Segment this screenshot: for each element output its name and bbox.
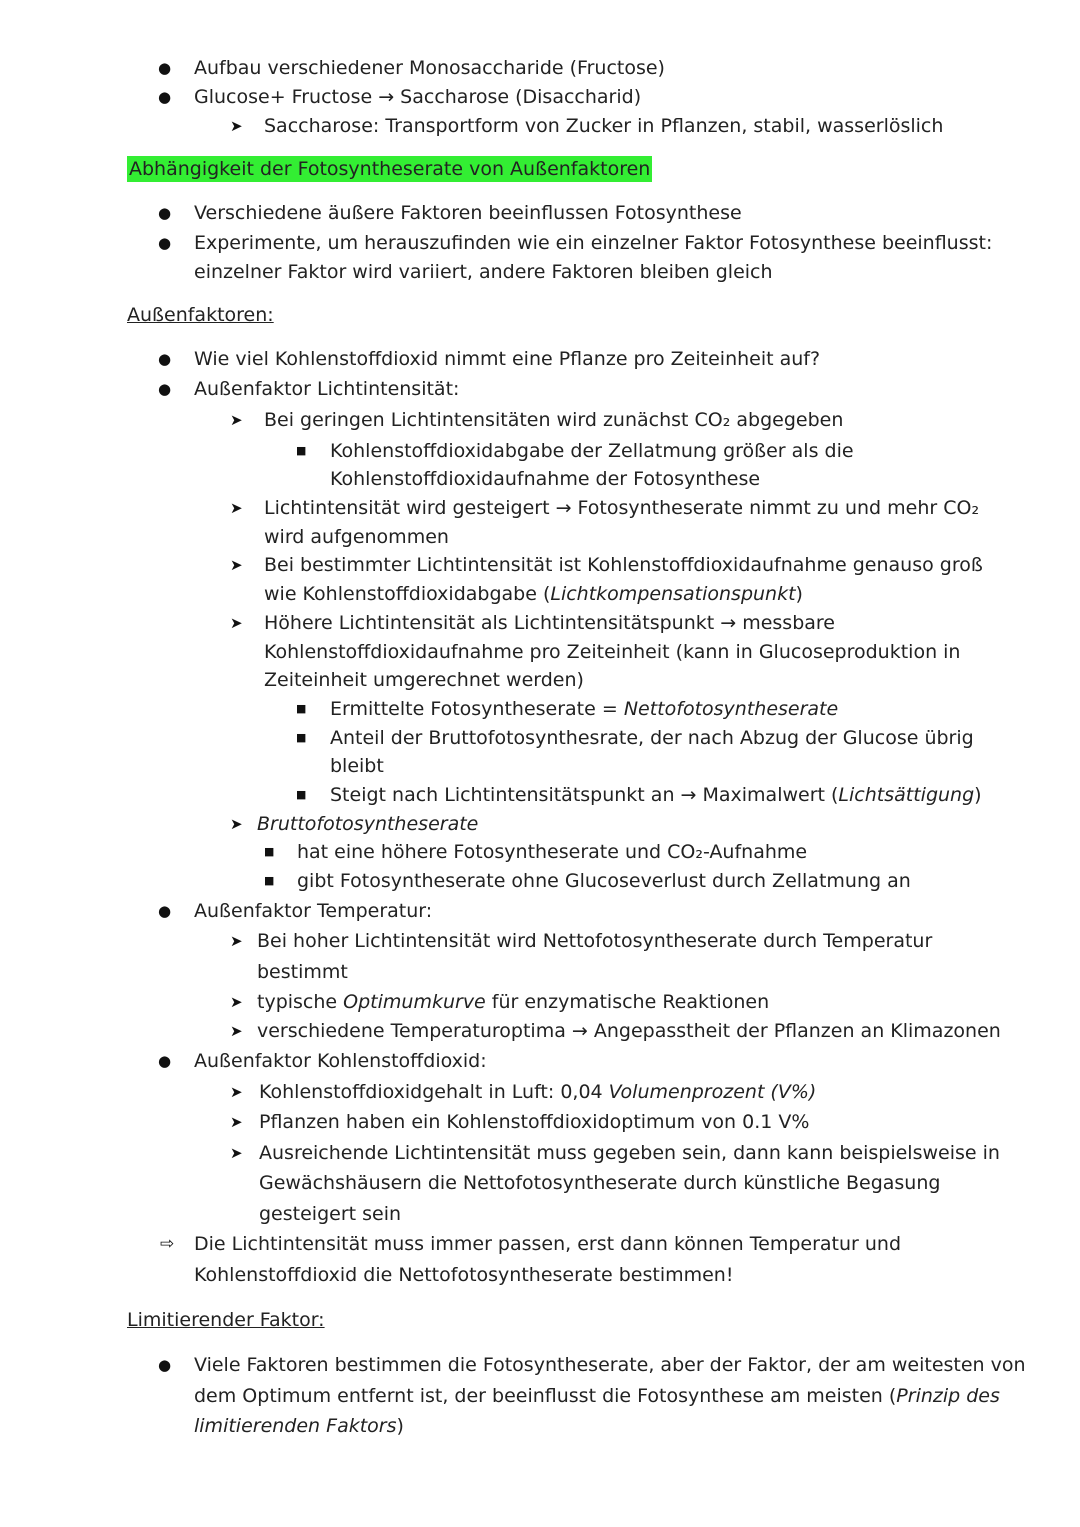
list-item-continued: limitierenden Faktors): [194, 1415, 404, 1437]
list-item: hat eine höhere Fotosyntheserate und CO₂-Aufnahme: [297, 841, 808, 863]
list-item-light: Außenfaktor Lichtintensität:: [194, 378, 460, 400]
arrow-bullet-icon: ➤: [230, 556, 243, 574]
list-item-brutto: Bruttofotosyntheserate: [257, 813, 479, 835]
list-item: Viele Faktoren bestimmen die Fotosyntheserate, aber der Faktor, der am weitesten von: [194, 1354, 1026, 1376]
list-item: Saccharose: Transportform von Zucker in Pflanzen, stabil, wasserlöslich: [264, 115, 944, 137]
arrow-bullet-icon: ➤: [230, 614, 243, 632]
arrow-bullet-icon: ➤: [230, 117, 243, 135]
list-item: Ermittelte Fotosyntheserate = Nettofotosyntheserate: [330, 698, 839, 720]
list-item-co2: Außenfaktor Kohlenstoffdioxid:: [194, 1050, 487, 1072]
list-item: Steigt nach Lichtintensitätspunkt an → Maximalwert (Lichtsättigung): [330, 784, 982, 806]
arrow-bullet-icon: ➤: [230, 1113, 243, 1131]
list-item: Ausreichende Lichtintensität muss gegeben sein, dann kann beispielsweise in: [259, 1142, 1000, 1164]
arrow-bullet-icon: ➤: [230, 1083, 243, 1101]
list-item: Experimente, um herauszufinden wie ein einzelner Faktor Fotosynthese beeinflusst:: [194, 232, 993, 254]
list-item: Lichtintensität wird gesteigert → Fotosyntheserate nimmt zu und mehr CO₂: [264, 497, 980, 519]
conclusion-line: Kohlenstoffdioxid die Nettofotosyntheserate bestimmen!: [194, 1264, 734, 1286]
list-item: Wie viel Kohlenstoffdioxid nimmt eine Pflanze pro Zeiteinheit auf?: [194, 348, 821, 370]
square-bullet-icon: ■: [264, 845, 275, 858]
list-item-continued: Gewächshäusern die Nettofotosyntheserate durch künstliche Begasung: [259, 1172, 941, 1194]
section-heading-aussenfaktoren: Außenfaktoren:: [127, 304, 274, 326]
arrow-bullet-icon: ➤: [230, 499, 243, 517]
list-item-temperature: Außenfaktor Temperatur:: [194, 900, 433, 922]
list-item: Höhere Lichtintensität als Lichtintensitätspunkt → messbare: [264, 612, 835, 634]
square-bullet-icon: ■: [296, 788, 307, 801]
arrow-bullet-icon: ➤: [230, 411, 243, 429]
list-item: typische Optimumkurve für enzymatische Reaktionen: [257, 991, 770, 1013]
bullet-icon: ●: [158, 902, 172, 920]
arrow-bullet-icon: ➤: [230, 1144, 243, 1162]
list-item-continued: gesteigert sein: [259, 1203, 402, 1225]
list-item-continued: bestimmt: [257, 961, 348, 983]
list-item-continued: Kohlenstoffdioxidaufnahme pro Zeiteinheit (kann in Glucoseproduktion in: [264, 641, 961, 663]
hollow-arrow-icon: ⇨: [160, 1234, 175, 1254]
list-item: Kohlenstoffdioxidgehalt in Luft: 0,04 Volumenprozent (V%): [259, 1081, 817, 1103]
list-item: Kohlenstoffdioxidabgabe der Zellatmung größer als die: [330, 440, 854, 462]
list-item: Bei geringen Lichtintensitäten wird zunächst CO₂ abgegeben: [264, 409, 844, 431]
list-item-continued: bleibt: [330, 755, 384, 777]
bullet-icon: ●: [158, 380, 172, 398]
list-item: Anteil der Bruttofotosynthesrate, der nach Abzug der Glucose übrig: [330, 727, 974, 749]
list-item: gibt Fotosyntheserate ohne Glucoseverlust durch Zellatmung an: [297, 870, 911, 892]
bullet-icon: ●: [158, 204, 172, 222]
arrow-bullet-icon: ➤: [230, 993, 243, 1011]
list-item-continued: wird aufgenommen: [264, 526, 449, 548]
list-item: Aufbau verschiedener Monosaccharide (Fructose): [194, 57, 665, 79]
bullet-icon: ●: [158, 1356, 172, 1374]
arrow-bullet-icon: ➤: [230, 1022, 243, 1040]
square-bullet-icon: ■: [296, 702, 307, 715]
bullet-icon: ●: [158, 59, 172, 77]
arrow-bullet-icon: ➤: [230, 815, 243, 833]
list-item: Bei hoher Lichtintensität wird Nettofotosyntheserate durch Temperatur: [257, 930, 933, 952]
conclusion-line: Die Lichtintensität muss immer passen, erst dann können Temperatur und: [194, 1233, 902, 1255]
bullet-icon: ●: [158, 234, 172, 252]
arrow-bullet-icon: ➤: [230, 932, 243, 950]
square-bullet-icon: ■: [296, 731, 307, 744]
list-item-continued: wie Kohlenstoffdioxidabgabe (Lichtkompensationspunkt): [264, 583, 803, 605]
bullet-icon: ●: [158, 1052, 172, 1070]
bullet-icon: ●: [158, 350, 172, 368]
square-bullet-icon: ■: [264, 874, 275, 887]
list-item: Glucose+ Fructose → Saccharose (Disaccharid): [194, 86, 642, 108]
list-item-continued: dem Optimum entfernt ist, der beeinflusst die Fotosynthese am meisten (Prinzip des: [194, 1385, 1000, 1407]
section-heading-highlighted: Abhängigkeit der Fotosyntheserate von Außenfaktoren: [129, 158, 651, 180]
section-heading-limitierender-faktor: Limitierender Faktor:: [127, 1309, 325, 1331]
list-item-continued: einzelner Faktor wird variiert, andere Faktoren bleiben gleich: [194, 261, 773, 283]
list-item: verschiedene Temperaturoptima → Angepasstheit der Pflanzen an Klimazonen: [257, 1020, 1001, 1042]
list-item-continued: Kohlenstoffdioxidaufnahme der Fotosynthese: [330, 468, 761, 490]
list-item: Verschiedene äußere Faktoren beeinflussen Fotosynthese: [194, 202, 742, 224]
square-bullet-icon: ■: [296, 444, 307, 457]
bullet-icon: ●: [158, 88, 172, 106]
list-item: Bei bestimmter Lichtintensität ist Kohlenstoffdioxidaufnahme genauso groß: [264, 554, 983, 576]
list-item: Pflanzen haben ein Kohlenstoffdioxidoptimum von 0.1 V%: [259, 1111, 810, 1133]
list-item-continued: Zeiteinheit umgerechnet werden): [264, 669, 584, 691]
